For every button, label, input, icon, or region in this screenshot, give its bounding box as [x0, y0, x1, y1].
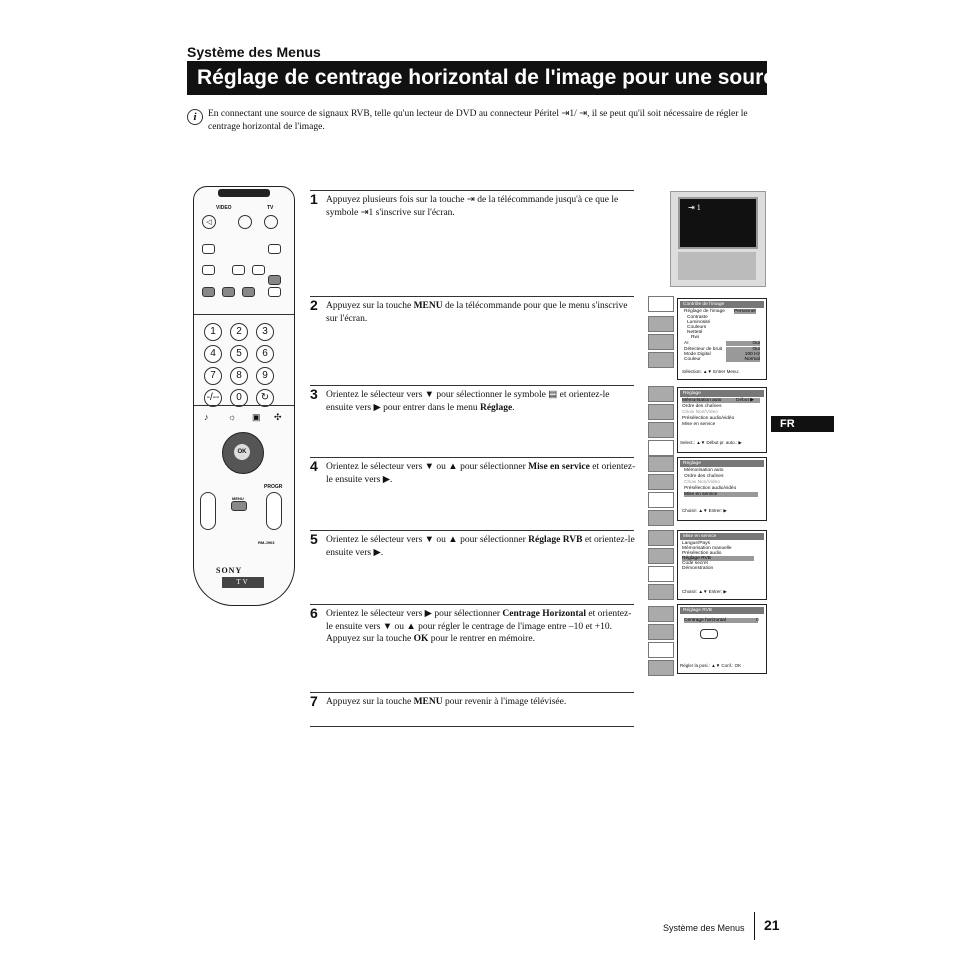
menu-item: Rwi	[691, 335, 699, 340]
step-number: 5	[310, 531, 318, 547]
step-text: Orientez le sélecteur vers ▼ ou ▲ pour sélectionner Réglage RVB et orientez-le ensuite vers ▶.	[326, 535, 635, 558]
setup-tab-icon	[648, 440, 674, 456]
step-divider	[310, 296, 634, 297]
step-divider	[310, 190, 634, 191]
remote-video-label: VIDEO	[216, 205, 232, 211]
section-title: Système des Menus	[187, 44, 321, 60]
sound-tab-icon	[648, 624, 674, 640]
step-text: Orientez le sélecteur vers ▼ pour sélectionner le symbole ▤ et orientez-le ensuite vers ▶ pour entrer dans le menu Réglage.	[326, 390, 610, 413]
menu-item: Choix Non/Video	[682, 410, 718, 415]
menu-item: Présélection audio/vidéo	[682, 416, 735, 421]
menu-item: Réglage RVB	[682, 556, 754, 561]
step-divider	[310, 385, 634, 386]
menu-item: Mémorisation auto	[684, 468, 724, 473]
menu-item: Mode Digital	[684, 352, 711, 357]
remote-button	[202, 244, 215, 254]
tv-stand	[678, 252, 756, 280]
footer-divider	[754, 912, 755, 940]
picture-tab-icon	[648, 456, 674, 472]
remote-tv-label: TV	[267, 205, 274, 211]
footer-section-label: Système des Menus	[663, 923, 745, 933]
menu-item: Ordre des chaînes	[684, 474, 724, 479]
info-icon: i	[187, 109, 203, 125]
tv-badge: TV	[222, 577, 264, 588]
menu-item: Mémorisation manuelle	[682, 546, 732, 551]
remote-button	[202, 287, 215, 297]
menu-reglage-rvb	[677, 604, 767, 674]
feature-tab-icon	[648, 584, 674, 600]
step-text: Appuyez sur la touche MENU de la télécommande pour que le menu s'inscrive sur l'écran.	[326, 301, 628, 324]
menu-item: Code secret	[682, 561, 708, 566]
menu-item: Mise en service	[684, 492, 758, 497]
sound-tab-icon	[648, 316, 674, 332]
setup-tab-icon	[648, 492, 674, 508]
step-text: Orientez le sélecteur vers ▶ pour sélectionner Centrage Horizontal et orientez-le ensuite vers ▼ ou ▲ pour régler le centrage de l'image entre –10 et +10. Appuyez sur la touche OK pour le rentrer en mémoire.	[326, 609, 632, 644]
menu-item: AI	[684, 341, 689, 346]
step-divider	[310, 692, 634, 693]
number-key: 4	[204, 345, 222, 363]
menu-item: Luminosité	[687, 320, 711, 325]
menu-item: Centrage horizontal	[684, 618, 758, 623]
remote-button	[202, 265, 215, 275]
page-number: 21	[764, 917, 780, 933]
menu-item: Couleur	[684, 357, 701, 362]
sound-icon: ♪	[204, 412, 209, 422]
remote-button	[268, 275, 281, 285]
menu-title: Contrôle de l'image	[680, 301, 764, 308]
menu-item-value: Oui	[726, 347, 760, 352]
number-key: -/--	[204, 389, 222, 407]
picture-tab-icon	[648, 606, 674, 622]
remote-progr-label: PROGR	[264, 484, 283, 490]
number-key: ↻	[256, 389, 274, 407]
sony-logo: SONY	[216, 566, 243, 575]
number-key: 8	[230, 367, 248, 385]
menu-item: Mémorisation auto	[682, 398, 760, 403]
step-divider	[310, 530, 634, 531]
menu-item-value: Normal	[726, 357, 760, 362]
picture-tab-icon	[648, 296, 674, 312]
remote-menu-label: MENU	[232, 496, 244, 501]
menu-item: Couleurs	[687, 325, 707, 330]
step-divider	[310, 726, 634, 727]
menu-item-value: Oui	[726, 341, 760, 346]
remote-button	[242, 287, 255, 297]
tv-osd-label: ⇥ 1	[688, 203, 701, 212]
remote-button	[222, 287, 235, 297]
sound-tab-icon	[648, 404, 674, 420]
tv-screen	[678, 197, 758, 249]
menu-item-value: 100 Hz	[726, 352, 760, 357]
plus-icon: ✣	[274, 412, 282, 422]
tv-power-icon	[264, 215, 278, 229]
step-number: 2	[310, 297, 318, 313]
sound-tab-icon	[648, 548, 674, 564]
number-key: 1	[204, 323, 222, 341]
feature-tab-icon	[648, 510, 674, 526]
menu-item: Langue/Pays	[682, 541, 711, 546]
menu-title: Réglage	[680, 460, 764, 467]
step-text: Orientez le sélecteur vers ▼ ou ▲ pour sélectionner Mise en service et orientez-le ensuite vers ▶.	[326, 462, 636, 485]
setup-tab-icon	[648, 352, 674, 368]
picture-tab-icon	[648, 386, 674, 402]
setup-tab-icon	[648, 642, 674, 658]
title-bar	[187, 61, 840, 95]
menu-picture-control	[677, 298, 767, 380]
menu-item: Choix Non/Video	[684, 480, 720, 485]
menu-item-value: Début ▶	[736, 398, 754, 403]
number-key: 6	[256, 345, 274, 363]
remote-control-illustration	[193, 186, 295, 606]
step-divider	[310, 457, 634, 458]
tv-illustration	[670, 191, 766, 287]
remote-ir-window	[218, 189, 270, 197]
menu-item: Démonstration	[682, 566, 714, 571]
feature-tab-icon	[648, 660, 674, 676]
menu-item-value: Personnel	[734, 309, 756, 314]
menu-footer: Choisir: ▲▼ Entrer: ▶	[682, 508, 727, 513]
step-divider	[310, 604, 634, 605]
menu-footer: Choisir: ▲▼ Entrer: ▶	[682, 589, 727, 594]
menu-item: Présélection audio	[682, 551, 722, 556]
menu-item: Détecteur de bruit	[684, 347, 723, 352]
remote-button	[268, 244, 281, 254]
remote-model-label: RM-J903	[258, 540, 275, 545]
remote-button	[268, 287, 281, 297]
feature-tab-icon	[648, 334, 674, 350]
centering-icon	[700, 629, 718, 639]
number-key: 3	[256, 323, 274, 341]
mute-icon: ◁	[202, 215, 216, 229]
number-key: 7	[204, 367, 222, 385]
step-number: 7	[310, 693, 318, 709]
number-key: 5	[230, 345, 248, 363]
menu-item: Ordre des chaînes	[682, 404, 722, 409]
step-number: 6	[310, 605, 318, 621]
page-title: Réglage de centrage horizontal de l'image pour une source RGB	[197, 66, 840, 89]
menu-title: Mise en service	[680, 533, 764, 540]
number-key: 2	[230, 323, 248, 341]
step-number: 4	[310, 458, 318, 474]
menu-title: Réglage RVB	[680, 607, 764, 614]
menu-footer: Sélection: ▲▼ Entrer Menu:	[682, 369, 740, 374]
menu-item: Présélection audio/vidéo	[684, 486, 737, 491]
program-rocker	[266, 492, 282, 530]
video-power-icon	[238, 215, 252, 229]
menu-item-value: 0	[756, 618, 759, 623]
setup-tab-icon	[648, 566, 674, 582]
menu-footer: Select.: ▲▼ Début pr. auto.: ▶	[680, 440, 742, 445]
teletext-icon: ▣	[252, 412, 261, 422]
intro-paragraph: En connectant une source de signaux RVB, telle qu'un lecteur de DVD au connecteur Péritel ⇥1/ ⇥, il se peut qu'il soit nécessaire de régler le centrage horizontal de l'image.	[208, 109, 748, 132]
menu-footer: Régler la posi.: ▲▼ Conf.: OK	[680, 663, 742, 668]
menu-mise-en-service	[677, 530, 767, 600]
picture-tab-icon	[648, 530, 674, 546]
menu-setup-1	[677, 387, 767, 453]
volume-rocker	[200, 492, 216, 530]
number-key: 0	[230, 389, 248, 407]
remote-button	[232, 265, 245, 275]
feature-tab-icon	[648, 422, 674, 438]
menu-item: Mise en service	[682, 422, 716, 427]
menu-button	[231, 501, 247, 511]
number-key: 9	[256, 367, 274, 385]
step-number: 1	[310, 191, 318, 207]
sound-tab-icon	[648, 474, 674, 490]
step-text: Appuyez sur la touche MENU pour revenir à l'image télévisée.	[326, 697, 567, 707]
menu-item: Réglage de l'image	[684, 309, 725, 314]
menu-title: Réglage	[680, 390, 764, 397]
language-badge: FR	[771, 416, 834, 432]
input-select-button	[252, 265, 265, 275]
step-number: 3	[310, 386, 318, 402]
menu-item: Contraste	[687, 315, 708, 320]
step-text: Appuyez plusieurs fois sur la touche ⇥ de la télécommande jusqu'à ce que le symbole ⇥1 s'inscrive sur l'écran.	[326, 195, 619, 218]
menu-item: Netteté	[687, 330, 703, 335]
menu-setup-2	[677, 457, 767, 521]
ok-button: OK	[234, 444, 250, 460]
picture-icon: ☼	[228, 412, 237, 422]
